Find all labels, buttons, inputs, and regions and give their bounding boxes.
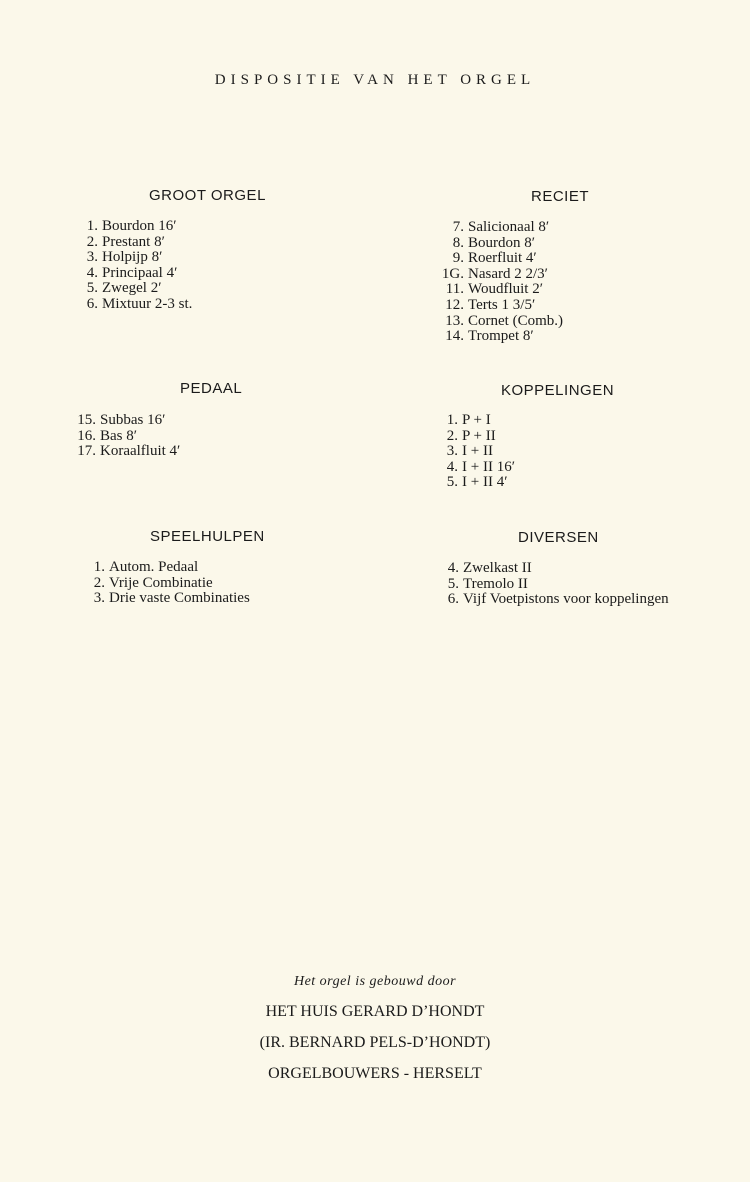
diversen-list [425, 561, 673, 623]
list-item [64, 219, 192, 235]
item-number: 12. [445, 296, 464, 313]
list-item [71, 591, 250, 607]
item-number: 1. [93, 559, 105, 575]
list-item [425, 561, 673, 577]
item-text: Zwelkast II [463, 560, 532, 576]
item-number: 6. [447, 591, 459, 608]
item-text: Mixtuur 2-3 st. [102, 295, 193, 312]
item-number: 16. [77, 427, 96, 444]
item-text: Cornet (Comb.) [468, 312, 563, 329]
item-text: Principaal 4′ [102, 264, 178, 281]
item-number: 14. [445, 328, 464, 345]
item-text: Vrije Combinatie [109, 574, 213, 591]
item-text: Salicionaal 8′ [468, 219, 550, 235]
item-number: 1. [86, 218, 98, 234]
list-item [424, 444, 515, 460]
section-heading-diversen: DIVERSEN [518, 529, 599, 546]
item-text: P + II [462, 427, 496, 444]
groot-orgel-list [64, 219, 192, 313]
item-number: 5. [447, 575, 459, 592]
koppelingen-list [424, 413, 515, 491]
builder-line-3: ORGELBOUWERS - HERSELT [268, 1065, 482, 1082]
item-text: I + II [462, 443, 493, 460]
item-number: 4. [446, 458, 458, 475]
item-number: 5. [446, 474, 458, 491]
speelhulpen-list [71, 560, 250, 607]
item-text: Trompet 8′ [468, 328, 534, 345]
item-number: 6. [86, 295, 98, 312]
item-text: Subbas 16′ [100, 412, 166, 428]
item-number: 5. [86, 280, 98, 297]
item-number: 3. [93, 590, 105, 607]
item-text: Woudfluit 2′ [468, 281, 543, 298]
list-item [64, 297, 192, 313]
list-item [430, 251, 563, 267]
item-number: 15. [77, 412, 96, 428]
item-text: Bas 8′ [100, 427, 138, 444]
item-number: 9. [452, 250, 464, 267]
item-number: 3. [446, 443, 458, 460]
item-text: Zwegel 2′ [102, 280, 162, 297]
list-item [62, 413, 180, 429]
list-item [64, 281, 192, 297]
item-text: I + II 16′ [462, 458, 515, 475]
item-text: Tremolo II [463, 575, 528, 592]
item-text: Roerfluit 4′ [468, 250, 537, 267]
item-text: Vijf Voetpistons voor koppelingen [463, 591, 669, 608]
list-item [71, 560, 250, 576]
item-text: Nasard 2 2/3′ [468, 265, 548, 282]
list-item [71, 576, 250, 592]
item-number: 8. [452, 234, 464, 251]
builder-intro [0, 972, 750, 990]
list-item [424, 413, 515, 429]
item-number: 13. [445, 312, 464, 329]
list-item [64, 250, 192, 266]
item-text: Holpijp 8′ [102, 249, 163, 266]
list-item [430, 329, 563, 345]
item-text: Autom. Pedaal [109, 559, 199, 575]
pedaal-list [62, 413, 180, 460]
item-text: Bourdon 8′ [468, 234, 536, 251]
page-title: DISPOSITIE VAN HET ORGEL [214, 72, 536, 88]
item-number: 2. [86, 233, 98, 250]
item-text: P + I [462, 412, 491, 428]
builder-line-1: HET HUIS GERARD D’HONDT [265, 1003, 485, 1020]
item-text: Prestant 8′ [102, 233, 165, 250]
section-heading-groot-orgel: GROOT ORGEL [149, 187, 266, 204]
item-text: I + II 4′ [462, 474, 508, 491]
list-item [64, 266, 192, 282]
list-item [424, 475, 515, 491]
item-number: 2. [446, 427, 458, 444]
list-item [62, 444, 180, 460]
item-number: 1G. [441, 265, 464, 282]
section-heading-pedaal: PEDAAL [180, 380, 243, 397]
item-text: Drie vaste Combinaties [109, 590, 250, 607]
item-number: 11. [445, 281, 464, 298]
item-text: Koraalfluit 4′ [100, 443, 181, 460]
section-heading-reciet: RECIET [531, 188, 590, 205]
section-heading-speelhulpen: SPEELHULPEN [150, 528, 265, 545]
list-item [424, 460, 515, 476]
item-number: 17. [77, 443, 96, 460]
list-item [430, 220, 563, 236]
item-number: 1. [446, 412, 458, 428]
list-item [424, 429, 515, 445]
item-number: 4. [86, 264, 98, 281]
item-text: Terts 1 3/5′ [468, 296, 536, 313]
item-number: 2. [93, 574, 105, 591]
list-item [430, 314, 563, 330]
item-number: 3. [86, 249, 98, 266]
list-item [430, 267, 563, 283]
reciet-list [430, 220, 563, 345]
item-number: 7. [452, 219, 464, 235]
item-text: Bourdon 16′ [102, 218, 177, 234]
list-item [425, 592, 673, 623]
list-item [425, 577, 673, 593]
list-item [62, 429, 180, 445]
item-number: 4. [447, 560, 459, 576]
list-item [430, 298, 563, 314]
list-item [430, 236, 563, 252]
list-item [430, 282, 563, 298]
builder-intro-text: Het orgel is gebouwd door [293, 974, 457, 989]
list-item [64, 235, 192, 251]
builder-line-2: (IR. BERNARD PELS-D’HONDT) [259, 1034, 491, 1051]
section-heading-koppelingen: KOPPELINGEN [501, 382, 615, 399]
